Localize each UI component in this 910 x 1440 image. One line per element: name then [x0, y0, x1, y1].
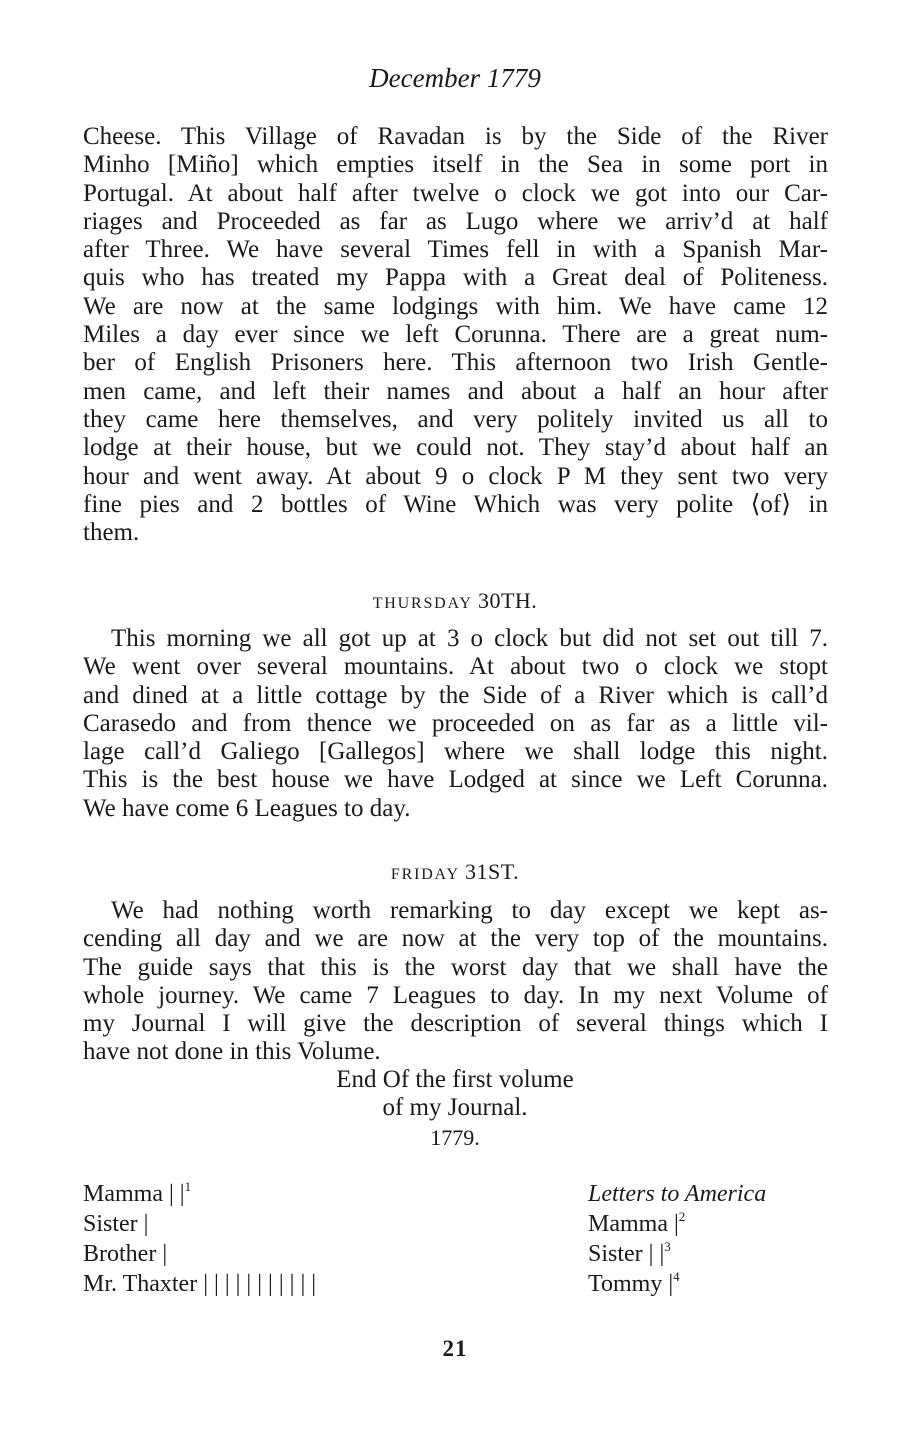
tally-marks: | [673, 1211, 679, 1237]
page-number: 21 [442, 1336, 468, 1361]
tally-name: Brother [83, 1241, 157, 1267]
heading-thursday [0, 588, 910, 614]
tally-marks: | [143, 1211, 149, 1237]
tally-marks: | | | | | | | | | | | [203, 1271, 317, 1297]
text-line: Carasedo and from thence we proceeded on as far as a little vil- [83, 709, 828, 737]
tally-name: Sister [588, 1241, 643, 1267]
tally-name: Sister [83, 1211, 138, 1237]
text-line: ber of English Prisoners here. This afternoon two Irish Gentle- [83, 349, 828, 377]
text-line: Miles a day ever since we left Corunna. There are a great num- [83, 321, 828, 349]
footnote-ref: 1 [184, 1179, 192, 1194]
text-line: This morning we all got up at 3 o clock but did not set out till 7. [111, 625, 828, 652]
heading-date: 30TH. [477, 588, 538, 613]
heading-friday [0, 859, 910, 885]
entry-dec-29 [83, 123, 828, 547]
heading-day: THURSDAY [372, 595, 473, 612]
text-line: lodge at their house, but we could not. They stay’d about half an [83, 434, 828, 462]
text-line: This is the best house we have Lodged at since we Left Corunna. [83, 766, 828, 794]
tally-row [83, 1239, 316, 1269]
text-line: We have come 6 Leagues to day. [83, 794, 411, 822]
text-line: and dined at a little cottage by the Side of a River which is call’d [83, 681, 828, 709]
text-line: whole journey. We came 7 Leagues to day. In my next Volume of [83, 981, 828, 1009]
tally-row [83, 1209, 316, 1239]
text-line: men came, and left their names and about a half an hour after [83, 377, 828, 405]
tally-row [588, 1209, 766, 1239]
heading-day: FRIDAY [390, 866, 460, 883]
tally-left [83, 1179, 316, 1299]
entry-dec-31 [83, 897, 828, 1067]
tally-row [588, 1239, 766, 1269]
tally-marks: | [162, 1241, 168, 1267]
footnote-ref: 4 [673, 1269, 680, 1284]
tally-name: Mamma [588, 1211, 668, 1237]
text-line: We had nothing worth remarking to day except we kept as- [111, 897, 828, 924]
text-line: they came here themselves, and very politely invited us all to [83, 405, 828, 433]
text-line: We went over several mountains. At about two o clock we stopt [83, 653, 828, 681]
text-line: lage call’d Galiego [Gallegos] where we shall lodge this night. [83, 738, 828, 766]
tally-name: Tommy [588, 1271, 663, 1297]
closing-year: 1779. [430, 1125, 480, 1150]
text-line: my Journal I will give the description of several things which I [83, 1010, 828, 1038]
text-line: Portugal. At about half after twelve o clock we got into our Car- [83, 179, 828, 207]
tally-marks: | | [168, 1181, 185, 1207]
tally-row [83, 1269, 316, 1299]
running-header: December 1779 [369, 63, 541, 93]
text-line: The guide says that this is the worst day that we shall have the [83, 953, 828, 981]
text-line: Cheese. This Village of Ravadan is by the Side of the River [83, 123, 828, 150]
closing-line-1: End Of the first volume [336, 1066, 574, 1093]
text-line: We are now at the same lodgings with him. We have came 12 [83, 292, 828, 320]
footnote-ref: 2 [678, 1209, 686, 1224]
text-line: hour and went away. At about 9 o clock P M they sent two very [83, 462, 828, 490]
text-line: have not done in this Volume. [83, 1038, 381, 1066]
tally-row [588, 1269, 766, 1299]
tally-title: Letters to America [588, 1181, 767, 1207]
text-line: after Three. We have several Times fell in with a Spanish Mar- [83, 236, 828, 264]
tally-right [588, 1179, 766, 1299]
text-line: them. [83, 519, 140, 547]
tally-name: Mr. Thaxter [83, 1271, 198, 1297]
text-line: cending all day and we are now at the very top of the mountains. [83, 925, 828, 953]
tally-marks: | | [648, 1241, 665, 1267]
entry-dec-30 [83, 625, 828, 823]
text-line: fine pies and 2 bottles of Wine Which was very polite ⟨of⟩ in [83, 490, 828, 518]
text-line: Minho [Miño] which empties itself in the Sea in some port in [83, 151, 828, 179]
tally-row [83, 1179, 316, 1209]
heading-date: 31ST. [465, 859, 520, 884]
text-line: quis who has treated my Pappa with a Great deal of Politeness. [83, 264, 828, 292]
tally-name: Mamma [83, 1181, 163, 1207]
footnote-ref: 3 [664, 1239, 671, 1254]
tally-marks: | [668, 1271, 674, 1297]
closing-line-2: of my Journal. [382, 1094, 528, 1121]
text-line: riages and Proceeded as far as Lugo where we arriv’d at half [83, 207, 828, 235]
